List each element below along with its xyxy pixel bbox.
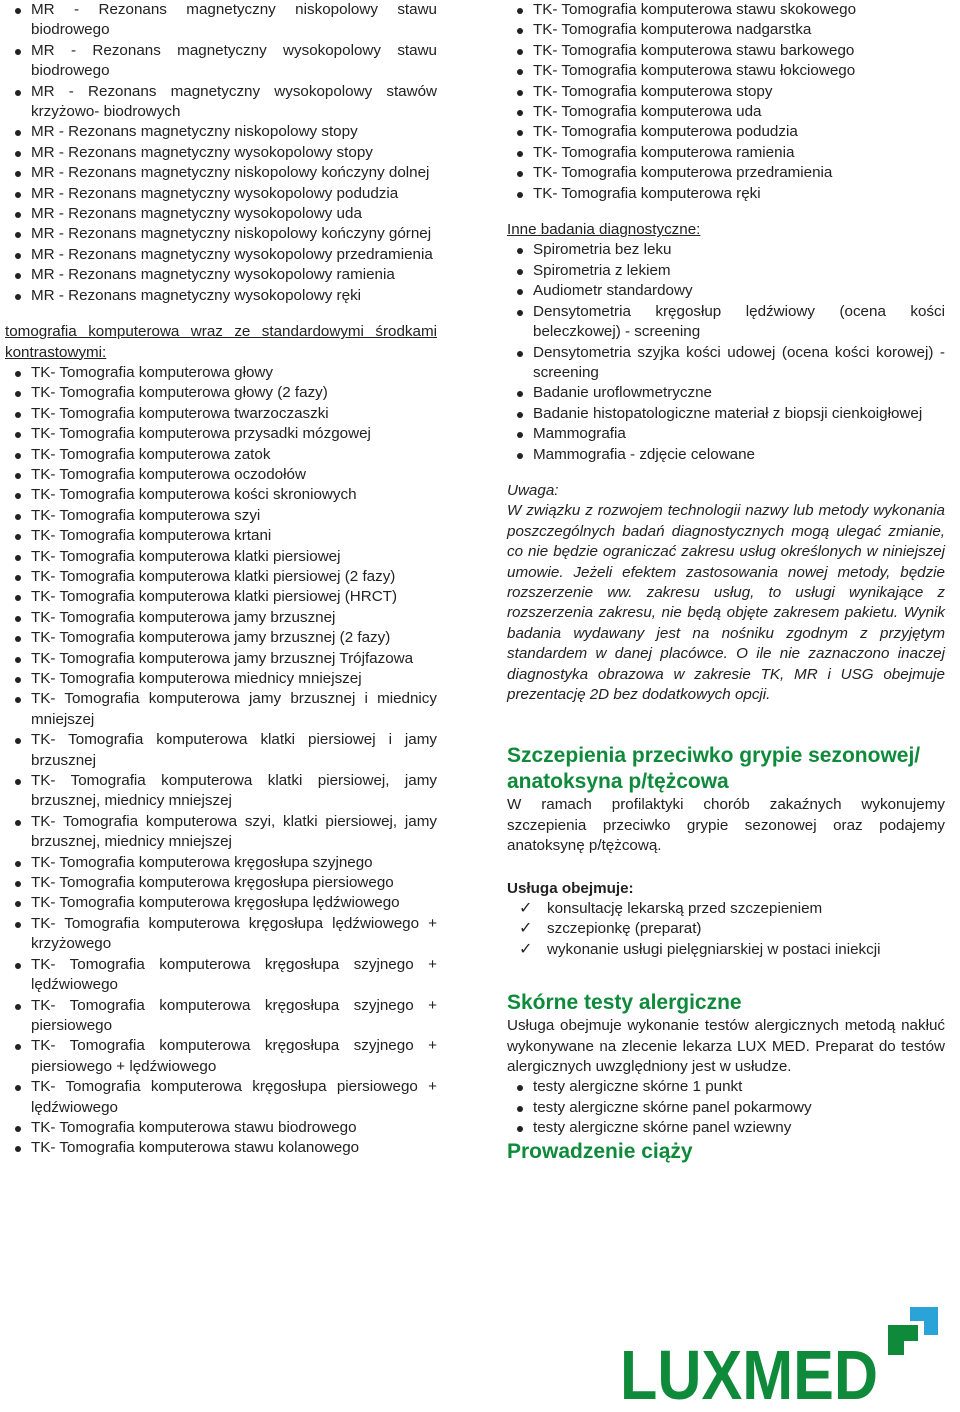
tk-list — [5, 363, 437, 1159]
allergy-item: testy alergiczne skórne panel wziewny — [507, 1118, 945, 1138]
tk-item: TK- Tomografia komputerowa kręgosłupa piersiowego — [5, 873, 437, 893]
other-tests-list — [507, 240, 945, 464]
service-list — [507, 899, 945, 960]
tk-item: TK- Tomografia komputerowa ramienia — [507, 143, 945, 163]
diagnostic-item: Mammografia - zdjęcie celowane — [507, 445, 945, 465]
pregnancy-title: Prowadzenie ciąży — [507, 1139, 693, 1163]
tk-item: TK- Tomografia komputerowa szyi, klatki piersiowej, jamy brzusznej, miednicy mniejszej — [5, 812, 437, 853]
mr-list — [5, 0, 437, 306]
mr-item: MR - Rezonans magnetyczny niskopolowy kończyny górnej — [5, 224, 437, 244]
tk-item: TK- Tomografia komputerowa stopy — [507, 82, 945, 102]
service-label: Usługa obejmuje: — [507, 879, 634, 897]
diagnostic-item: Badanie uroflowmetryczne — [507, 383, 945, 403]
tk-item: TK- Tomografia komputerowa kręgosłupa lędźwiowego + krzyżowego — [5, 914, 437, 955]
diagnostic-item: Densytometria kręgosłup lędźwiowy (ocena kości beleczkowej) - screening — [507, 302, 945, 343]
tk-item: TK- Tomografia komputerowa kręgosłupa szyjnego + piersiowego — [5, 996, 437, 1037]
tk-item: TK- Tomografia komputerowa zatok — [5, 445, 437, 465]
mr-item: MR - Rezonans magnetyczny niskopolowy stawu biodrowego — [5, 0, 437, 41]
left-column — [5, 0, 437, 1159]
tk-item: TK- Tomografia komputerowa kręgosłupa szyjnego — [5, 853, 437, 873]
tk-item: TK- Tomografia komputerowa stawu biodrowego — [5, 1118, 437, 1138]
tk-item: TK- Tomografia komputerowa klatki piersiowej (2 fazy) — [5, 567, 437, 587]
tk-heading: tomografia komputerowa wraz ze standardowymi środkami kontrastowymi: — [5, 323, 437, 361]
logo-text: LUXMED — [620, 1336, 878, 1405]
note-label: Uwaga: — [507, 481, 559, 499]
tk-item: TK- Tomografia komputerowa klatki piersiowej — [5, 547, 437, 567]
allergy-list — [507, 1077, 945, 1138]
tk-item: TK- Tomografia komputerowa nadgarstka — [507, 20, 945, 40]
tk-item: TK- Tomografia komputerowa stawu barkowego — [507, 41, 945, 61]
allergy-title: Skórne testy alergiczne — [507, 991, 742, 1015]
tk-item: TK- Tomografia komputerowa kręgosłupa szyjnego + lędźwiowego — [5, 955, 437, 996]
service-item: ✓ szczepionkę (preparat) — [507, 919, 945, 939]
note-text: W związku z rozwojem technologii nazwy lub metody wykonania poszczególnych badań diagnostycznych mogą ulegać zmianie, co nie będzie ograniczać zakresu usług określonych w niniejszej umowie. Jeżeli efektem zastosowania nowej metody, będzie rozszerzenie ww. zakresu usług, to usługi wynikające z rozszerzenia zakresu, nie będą objęte zakresem pakietu. Wynik badania wydawany jest na nośniku zgodnym z przyjętym standardem w danej placówce. O ile nie zaznaczono inaczej diagnostyka obrazowa w zakresie TK, MR i USG obejmuje prezentację 2D bez dodatkowych opcji. — [507, 502, 945, 703]
tk-item: TK- Tomografia komputerowa przysadki mózgowej — [5, 424, 437, 444]
mr-item: MR - Rezonans magnetyczny wysokopolowy przedramienia — [5, 245, 437, 265]
tk-item: TK- Tomografia komputerowa głowy — [5, 363, 437, 383]
tk-item: TK- Tomografia komputerowa jamy brzusznej Trójfazowa — [5, 649, 437, 669]
mr-item: MR - Rezonans magnetyczny wysokopolowy stawu biodrowego — [5, 41, 437, 82]
tk-item: TK- Tomografia komputerowa miednicy mniejszej — [5, 669, 437, 689]
tk-item: TK- Tomografia komputerowa uda — [507, 102, 945, 122]
diagnostic-item: Badanie histopatologiczne materiał z biopsji cienkoigłowej — [507, 404, 945, 424]
allergy-item: testy alergiczne skórne 1 punkt — [507, 1077, 945, 1097]
tk-item: TK- Tomografia komputerowa głowy (2 fazy) — [5, 383, 437, 403]
diagnostic-item: Mammografia — [507, 424, 945, 444]
service-item: ✓ wykonanie usługi pielęgniarskiej w postaci iniekcji — [507, 940, 945, 960]
tk-item: TK- Tomografia komputerowa krtani — [5, 526, 437, 546]
mr-item: MR - Rezonans magnetyczny wysokopolowy stawów krzyżowo- biodrowych — [5, 82, 437, 123]
tk-item: TK- Tomografia komputerowa klatki piersiowej (HRCT) — [5, 587, 437, 607]
vaccine-text: W ramach profilaktyki chorób zakaźnych wykonujemy szczepienia przeciwko grypie sezonowej oraz podajemy anatoksynę p/tężcową. — [507, 796, 945, 855]
tk-item: TK- Tomografia komputerowa przedramienia — [507, 163, 945, 183]
allergy-item: testy alergiczne skórne panel pokarmowy — [507, 1098, 945, 1118]
tk-item: TK- Tomografia komputerowa twarzoczaszki — [5, 404, 437, 424]
service-item: ✓ konsultację lekarską przed szczepieniem — [507, 899, 945, 919]
tk-item: TK- Tomografia komputerowa podudzia — [507, 122, 945, 142]
other-tests-heading: Inne badania diagnostyczne: — [507, 221, 701, 239]
diagnostic-item: Audiometr standardowy — [507, 281, 945, 301]
tk-item: TK- Tomografia komputerowa jamy brzusznej (2 fazy) — [5, 628, 437, 648]
tk-item: TK- Tomografia komputerowa klatki piersiowej, jamy brzusznej, miednicy mniejszej — [5, 771, 437, 812]
tk-item: TK- Tomografia komputerowa kręgosłupa szyjnego + piersiowego + lędźwiowego — [5, 1036, 437, 1077]
tk-item: TK- Tomografia komputerowa kręgosłupa piersiowego + lędźwiowego — [5, 1077, 437, 1118]
allergy-text: Usługa obejmuje wykonanie testów alergicznych metodą nakłuć wykonywane na zlecenie lekarza LUX MED. Preparat do testów alergicznych uwzględniony jest w usłudze. — [507, 1017, 945, 1076]
right-column — [507, 0, 945, 1165]
vaccine-title: Szczepienia przeciwko grypie sezonowej/ anatoksyna p/tężcowa — [507, 744, 921, 794]
tk-item: TK- Tomografia komputerowa kości skroniowych — [5, 485, 437, 505]
tk-item: TK- Tomografia komputerowa stawu łokciowego — [507, 61, 945, 81]
diagnostic-item: Densytometria szyjka kości udowej (ocena kości korowej) - screening — [507, 343, 945, 384]
tk-item: TK- Tomografia komputerowa szyi — [5, 506, 437, 526]
tk-item: TK- Tomografia komputerowa oczodołów — [5, 465, 437, 485]
mr-item: MR - Rezonans magnetyczny niskopolowy kończyny dolnej — [5, 163, 437, 183]
mr-item: MR - Rezonans magnetyczny wysokopolowy stopy — [5, 143, 437, 163]
diagnostic-item: Spirometria z lekiem — [507, 261, 945, 281]
mr-item: MR - Rezonans magnetyczny wysokopolowy uda — [5, 204, 437, 224]
tk-item: TK- Tomografia komputerowa ręki — [507, 184, 945, 204]
mr-item: MR - Rezonans magnetyczny niskopolowy stopy — [5, 122, 437, 142]
tk-list-continued — [507, 0, 945, 204]
tk-item: TK- Tomografia komputerowa jamy brzusznej i miednicy mniejszej — [5, 689, 437, 730]
tk-item: TK- Tomografia komputerowa klatki piersiowej i jamy brzusznej — [5, 730, 437, 771]
tk-item: TK- Tomografia komputerowa jamy brzusznej — [5, 608, 437, 628]
mr-item: MR - Rezonans magnetyczny wysokopolowy ręki — [5, 286, 437, 306]
diagnostic-item: Spirometria bez leku — [507, 240, 945, 260]
mr-item: MR - Rezonans magnetyczny wysokopolowy podudzia — [5, 184, 437, 204]
luxmed-logo — [620, 1305, 950, 1405]
tk-item: TK- Tomografia komputerowa stawu kolanowego — [5, 1138, 437, 1158]
tk-item: TK- Tomografia komputerowa stawu skokowego — [507, 0, 945, 20]
logo-mark-icon — [888, 1307, 938, 1355]
mr-item: MR - Rezonans magnetyczny wysokopolowy ramienia — [5, 265, 437, 285]
tk-item: TK- Tomografia komputerowa kręgosłupa lędźwiowego — [5, 893, 437, 913]
